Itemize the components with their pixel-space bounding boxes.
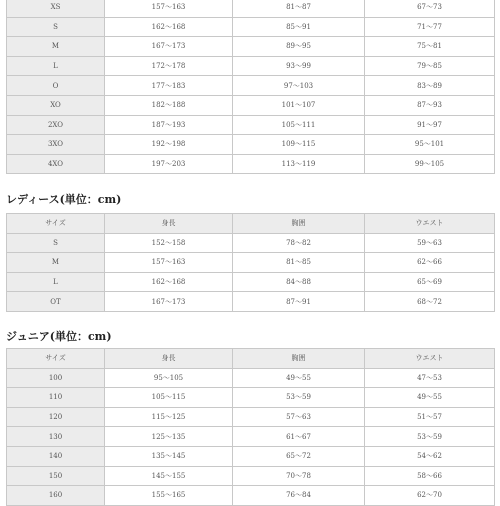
junior-section-title: ジュニア(単位：cm) [6, 330, 112, 343]
height-cell: 172〜178 [105, 56, 233, 76]
chest-cell: 93〜99 [233, 56, 365, 76]
waist-cell: 95〜101 [365, 135, 495, 155]
waist-cell: 51〜57 [365, 407, 495, 427]
ladies-table-row [7, 292, 495, 312]
chest-cell: 53〜59 [233, 388, 365, 408]
waist-cell: 79〜85 [365, 56, 495, 76]
junior-size-table [6, 348, 495, 506]
junior-header-size: サイズ [7, 349, 105, 369]
waist-cell: 58〜66 [365, 466, 495, 486]
size-cell: 160 [7, 486, 105, 506]
mens-table-row [7, 95, 495, 115]
junior-table-row [7, 388, 495, 408]
size-cell: S [7, 17, 105, 37]
waist-cell: 62〜70 [365, 486, 495, 506]
height-cell: 115〜125 [105, 407, 233, 427]
height-cell: 167〜173 [105, 292, 233, 312]
size-cell: 3XO [7, 135, 105, 155]
waist-cell: 83〜89 [365, 76, 495, 96]
height-cell: 162〜168 [105, 272, 233, 292]
height-cell: 162〜168 [105, 17, 233, 37]
chest-cell: 70〜78 [233, 466, 365, 486]
size-cell: 140 [7, 446, 105, 466]
height-cell: 135〜145 [105, 446, 233, 466]
height-cell: 182〜188 [105, 95, 233, 115]
size-cell: 150 [7, 466, 105, 486]
waist-cell: 53〜59 [365, 427, 495, 447]
mens-size-table [6, 0, 495, 174]
waist-cell: 62〜66 [365, 253, 495, 273]
junior-header-height: 身長 [105, 349, 233, 369]
mens-table-row [7, 17, 495, 37]
ladies-header-height: 身長 [105, 214, 233, 234]
size-cell: L [7, 56, 105, 76]
ladies-header-size: サイズ [7, 214, 105, 234]
junior-table-row [7, 466, 495, 486]
ladies-size-table [6, 213, 495, 312]
chest-cell: 89〜95 [233, 37, 365, 57]
height-cell: 105〜115 [105, 388, 233, 408]
junior-table-row [7, 446, 495, 466]
mens-table-row [7, 56, 495, 76]
mens-table-row [7, 135, 495, 155]
height-cell: 192〜198 [105, 135, 233, 155]
waist-cell: 67〜73 [365, 0, 495, 17]
chest-cell: 97〜103 [233, 76, 365, 96]
mens-table-row [7, 37, 495, 57]
height-cell: 95〜105 [105, 368, 233, 388]
height-cell: 187〜193 [105, 115, 233, 135]
height-cell: 157〜163 [105, 0, 233, 17]
waist-cell: 59〜63 [365, 233, 495, 253]
waist-cell: 65〜69 [365, 272, 495, 292]
chest-cell: 85〜91 [233, 17, 365, 37]
size-cell: 130 [7, 427, 105, 447]
size-cell: L [7, 272, 105, 292]
height-cell: 145〜155 [105, 466, 233, 486]
size-cell: S [7, 233, 105, 253]
junior-table-row [7, 368, 495, 388]
chest-cell: 81〜87 [233, 0, 365, 17]
size-cell: XS [7, 0, 105, 17]
junior-header-row [7, 349, 495, 369]
junior-table-row [7, 407, 495, 427]
size-cell: 4XO [7, 154, 105, 174]
size-cell: XO [7, 95, 105, 115]
chest-cell: 57〜63 [233, 407, 365, 427]
chest-cell: 101〜107 [233, 95, 365, 115]
chest-cell: 105〜111 [233, 115, 365, 135]
waist-cell: 49〜55 [365, 388, 495, 408]
ladies-table-row [7, 272, 495, 292]
waist-cell: 54〜62 [365, 446, 495, 466]
chest-cell: 76〜84 [233, 486, 365, 506]
chest-cell: 49〜55 [233, 368, 365, 388]
height-cell: 125〜135 [105, 427, 233, 447]
waist-cell: 75〜81 [365, 37, 495, 57]
junior-header-chest: 胸囲 [233, 349, 365, 369]
height-cell: 157〜163 [105, 253, 233, 273]
size-cell: 110 [7, 388, 105, 408]
height-cell: 152〜158 [105, 233, 233, 253]
size-cell: M [7, 37, 105, 57]
mens-table-row [7, 154, 495, 174]
waist-cell: 47〜53 [365, 368, 495, 388]
waist-cell: 68〜72 [365, 292, 495, 312]
chest-cell: 81〜85 [233, 253, 365, 273]
waist-cell: 71〜77 [365, 17, 495, 37]
size-cell: 120 [7, 407, 105, 427]
chest-cell: 87〜91 [233, 292, 365, 312]
junior-header-waist: ウエスト [365, 349, 495, 369]
size-cell: M [7, 253, 105, 273]
ladies-header-row [7, 214, 495, 234]
size-cell: 2XO [7, 115, 105, 135]
waist-cell: 99〜105 [365, 154, 495, 174]
size-cell: OT [7, 292, 105, 312]
waist-cell: 91〜97 [365, 115, 495, 135]
mens-table-row [7, 76, 495, 96]
mens-table-row [7, 0, 495, 17]
ladies-header-chest: 胸囲 [233, 214, 365, 234]
waist-cell: 87〜93 [365, 95, 495, 115]
height-cell: 197〜203 [105, 154, 233, 174]
height-cell: 155〜165 [105, 486, 233, 506]
chest-cell: 113〜119 [233, 154, 365, 174]
ladies-header-waist: ウエスト [365, 214, 495, 234]
ladies-table-row [7, 253, 495, 273]
chest-cell: 65〜72 [233, 446, 365, 466]
ladies-table-row [7, 233, 495, 253]
chest-cell: 61〜67 [233, 427, 365, 447]
ladies-section-title: レディース(単位：cm) [6, 193, 122, 206]
junior-table-row [7, 427, 495, 447]
size-cell: 100 [7, 368, 105, 388]
junior-table-row [7, 486, 495, 506]
height-cell: 177〜183 [105, 76, 233, 96]
size-cell: O [7, 76, 105, 96]
height-cell: 167〜173 [105, 37, 233, 57]
chest-cell: 78〜82 [233, 233, 365, 253]
chest-cell: 84〜88 [233, 272, 365, 292]
mens-table-row [7, 115, 495, 135]
chest-cell: 109〜115 [233, 135, 365, 155]
